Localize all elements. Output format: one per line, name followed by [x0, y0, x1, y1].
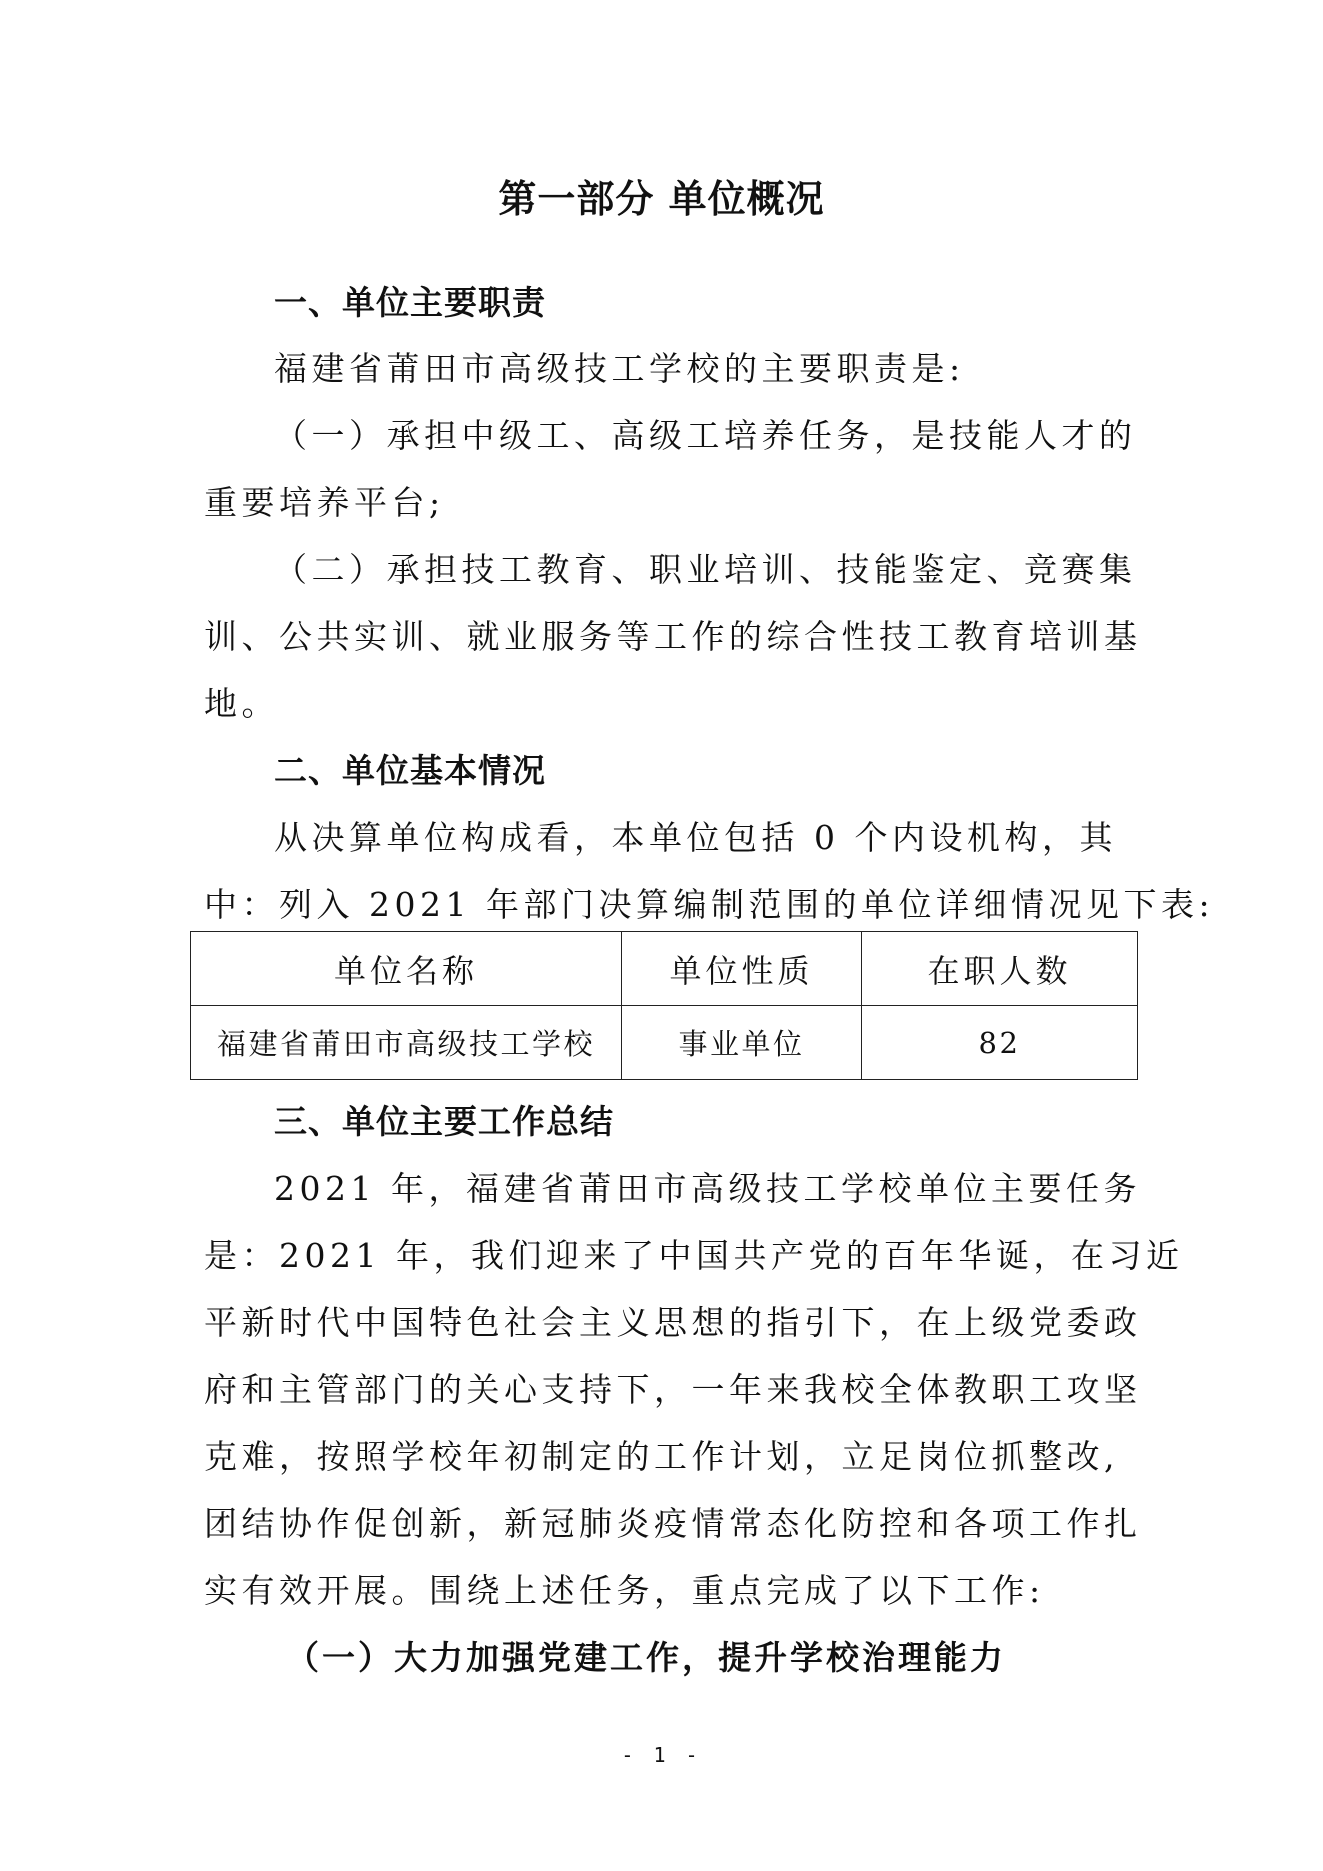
column-header-unit-type: 单位性质: [622, 932, 862, 1006]
paragraph-line: 2021 年，福建省莆田市高级技工学校单位主要任务: [274, 1169, 1141, 1208]
cell-unit-name: 福建省莆田市高级技工学校: [191, 1006, 622, 1080]
cell-unit-type: 事业单位: [622, 1006, 862, 1080]
subsection-heading-party-building: （一）大力加强党建工作，提升学校治理能力: [286, 1638, 1006, 1677]
column-header-staff-count: 在职人数: [862, 932, 1138, 1006]
paragraph-line: 是：2021 年，我们迎来了中国共产党的百年华诞，在习近: [204, 1236, 1184, 1275]
paragraph-line: 实有效开展。围绕上述任务，重点完成了以下工作:: [204, 1571, 1045, 1610]
paragraph-line: 中：列入 2021 年部门决算编制范围的单位详细情况见下表:: [204, 885, 1215, 924]
page-title: 第一部分 单位概况: [498, 177, 825, 221]
page-number: - 1 -: [621, 1743, 702, 1767]
paragraph-line: 重要培养平台;: [204, 483, 445, 522]
paragraph-line: 福建省莆田市高级技工学校的主要职责是:: [274, 349, 965, 388]
table-row: [191, 1006, 1138, 1080]
paragraph-line: 地。: [204, 684, 279, 723]
column-header-unit-name: 单位名称: [191, 932, 622, 1006]
unit-table: [190, 931, 1138, 1080]
paragraph-line: 团结协作促创新，新冠肺炎疫情常态化防控和各项工作扎: [204, 1504, 1142, 1543]
paragraph-line: （一）承担中级工、高级工培养任务，是技能人才的: [274, 416, 1137, 455]
section-heading-duties: 一、单位主要职责: [274, 283, 546, 322]
section-heading-basic-info: 二、单位基本情况: [274, 751, 546, 790]
paragraph-line: 克难，按照学校年初制定的工作计划，立足岗位抓整改,: [204, 1437, 1119, 1476]
paragraph-line: 训、公共实训、就业服务等工作的综合性技工教育培训基: [204, 617, 1142, 656]
paragraph-line: （二）承担技工教育、职业培训、技能鉴定、竞赛集: [274, 550, 1137, 589]
paragraph-line: 从决算单位构成看，本单位包括 0 个内设机构，其: [274, 818, 1117, 857]
paragraph-line: 平新时代中国特色社会主义思想的指引下，在上级党委政: [204, 1303, 1142, 1342]
cell-staff-count: 82: [862, 1006, 1138, 1080]
table-header-row: [191, 932, 1138, 1006]
section-heading-work-summary: 三、单位主要工作总结: [274, 1102, 614, 1141]
paragraph-line: 府和主管部门的关心支持下，一年来我校全体教职工攻坚: [204, 1370, 1142, 1409]
